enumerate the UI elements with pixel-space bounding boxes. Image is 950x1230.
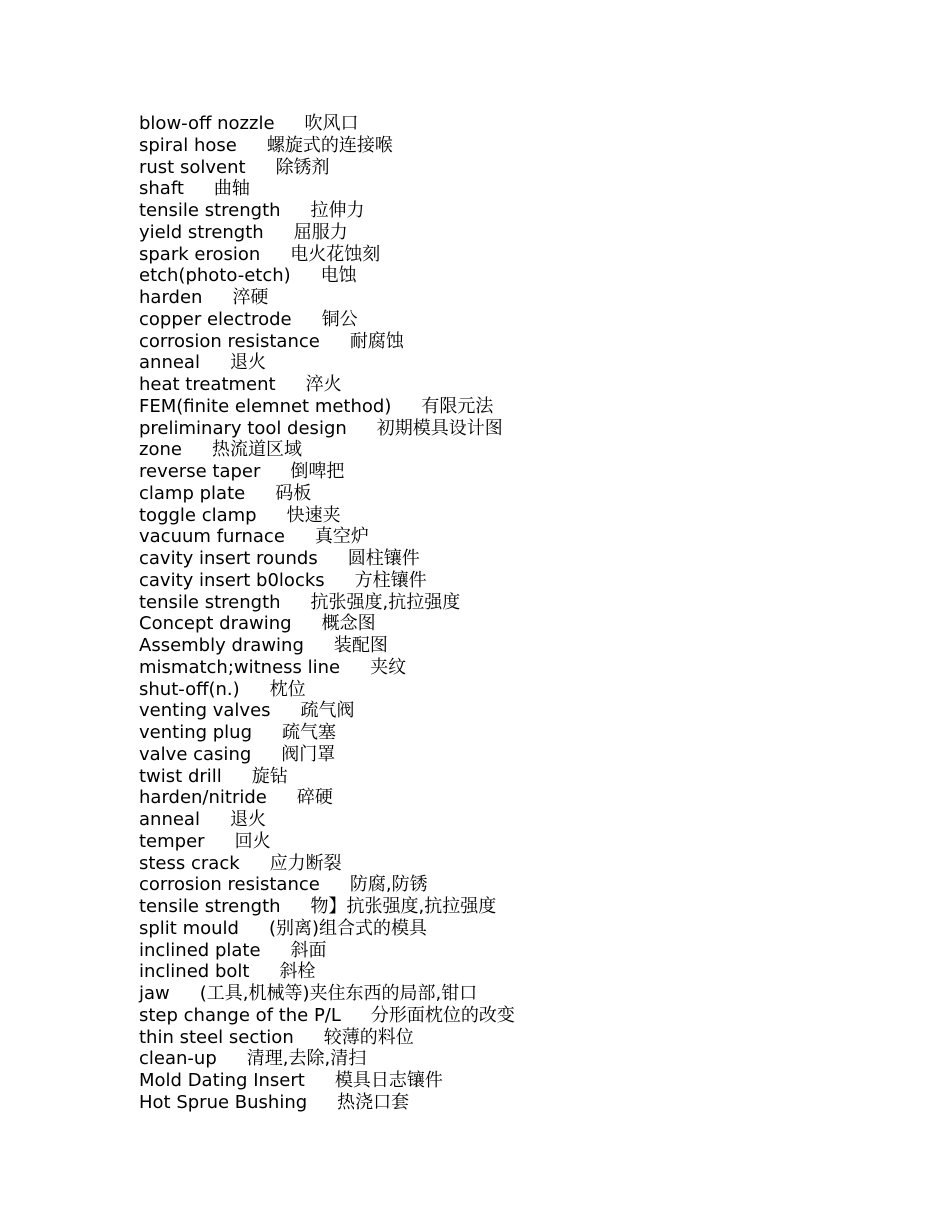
glossary-term: temper bbox=[139, 830, 205, 852]
glossary-translation: 螺旋式的连接喉 bbox=[266, 134, 393, 156]
glossary-term: venting valves bbox=[139, 700, 271, 722]
glossary-term: zone bbox=[139, 439, 182, 461]
glossary-entry bbox=[139, 265, 515, 287]
glossary-term: FEM(finite elemnet method) bbox=[139, 395, 392, 417]
glossary-translation: 抗张强度,抗拉强度 bbox=[310, 591, 461, 613]
glossary-translation: 淬硬 bbox=[232, 287, 269, 308]
glossary-entry bbox=[139, 352, 515, 374]
glossary-term: tensile strength bbox=[139, 200, 281, 221]
glossary-term: shaft bbox=[139, 178, 184, 200]
glossary-term: cavity insert rounds bbox=[139, 548, 318, 569]
glossary-translation: 旋钻 bbox=[251, 765, 288, 787]
glossary-translation: 应力断裂 bbox=[269, 852, 342, 874]
glossary-entry bbox=[139, 983, 515, 1005]
glossary-translation: 屈服力 bbox=[293, 221, 348, 243]
glossary-entry bbox=[139, 874, 515, 896]
glossary-term: split mould bbox=[139, 917, 239, 939]
glossary-entry bbox=[139, 722, 515, 744]
glossary-translation: 分形面枕位的改变 bbox=[370, 1004, 515, 1026]
glossary-entry bbox=[139, 505, 515, 527]
glossary-entry bbox=[139, 896, 515, 918]
glossary-term: preliminary tool design bbox=[139, 417, 347, 439]
glossary-term: cavity insert b0locks bbox=[139, 569, 325, 591]
glossary-entry bbox=[139, 940, 515, 962]
glossary-entry bbox=[139, 287, 515, 309]
glossary-translation: 疏气阀 bbox=[300, 700, 355, 722]
glossary-entry bbox=[139, 766, 515, 788]
glossary-entry bbox=[139, 461, 515, 483]
glossary-entry bbox=[139, 1027, 515, 1049]
glossary-term: rust solvent bbox=[139, 156, 246, 178]
glossary-translation: 概念图 bbox=[321, 613, 376, 635]
glossary-term: corrosion resistance bbox=[139, 330, 320, 352]
glossary-entry bbox=[139, 700, 515, 722]
glossary-term: spiral hose bbox=[139, 134, 237, 156]
glossary-term: clean-up bbox=[139, 1048, 217, 1070]
glossary-entry bbox=[139, 418, 515, 440]
glossary-translation: 快速夹 bbox=[286, 504, 341, 526]
glossary-entry bbox=[139, 613, 515, 635]
glossary-translation: 淬火 bbox=[305, 374, 342, 395]
glossary-term: harden bbox=[139, 287, 203, 308]
glossary-entry bbox=[139, 178, 515, 200]
glossary-term: inclined plate bbox=[139, 939, 261, 961]
glossary-term: twist drill bbox=[139, 765, 222, 787]
glossary-translation: 模具日志镶件 bbox=[334, 1070, 443, 1091]
glossary-translation: 铜公 bbox=[321, 308, 358, 330]
glossary-term: valve casing bbox=[139, 743, 252, 765]
glossary-term: mismatch;witness line bbox=[139, 656, 341, 678]
glossary-term: anneal bbox=[139, 809, 200, 830]
glossary-term: toggle clamp bbox=[139, 504, 257, 526]
glossary-entry bbox=[139, 744, 515, 766]
glossary-term: heat treatment bbox=[139, 374, 276, 395]
glossary-term: venting plug bbox=[139, 722, 253, 743]
glossary-entry bbox=[139, 570, 515, 592]
glossary-translation: 方柱镶件 bbox=[354, 569, 427, 591]
glossary-entry bbox=[139, 222, 515, 244]
glossary-term: step change of the P/L bbox=[139, 1004, 341, 1026]
glossary-term: etch(photo-etch) bbox=[139, 265, 291, 287]
glossary-term: copper electrode bbox=[139, 308, 292, 330]
glossary-entry bbox=[139, 439, 515, 461]
glossary-translation: (别离)组合式的模具 bbox=[268, 917, 428, 939]
glossary-translation: 物】抗张强度,抗拉强度 bbox=[310, 896, 497, 917]
glossary-translation: 较薄的料位 bbox=[323, 1026, 414, 1048]
glossary-entry bbox=[139, 331, 515, 353]
glossary-entry bbox=[139, 157, 515, 179]
glossary-term: Concept drawing bbox=[139, 613, 292, 635]
glossary-translation: 吹风口 bbox=[304, 113, 359, 134]
glossary-translation: 斜面 bbox=[290, 939, 327, 961]
glossary-translation: 退火 bbox=[229, 809, 266, 830]
glossary-term: spark erosion bbox=[139, 243, 261, 265]
glossary-term: harden/nitride bbox=[139, 787, 267, 809]
glossary-entry bbox=[139, 1092, 515, 1114]
glossary-term: blow-off nozzle bbox=[139, 113, 275, 134]
glossary-entry bbox=[139, 526, 515, 548]
glossary-entry bbox=[139, 1070, 515, 1092]
glossary-translation: (工具,机械等)夹住东西的局部,钳口 bbox=[199, 983, 478, 1004]
glossary-term: tensile strength bbox=[139, 591, 281, 613]
glossary-translation: 枕位 bbox=[269, 678, 306, 700]
glossary-entry bbox=[139, 657, 515, 679]
glossary-term: tensile strength bbox=[139, 896, 281, 917]
glossary-term: clamp plate bbox=[139, 482, 246, 504]
glossary-translation: 耐腐蚀 bbox=[349, 330, 404, 352]
glossary-translation: 夹纹 bbox=[370, 656, 407, 678]
glossary-translation: 退火 bbox=[229, 352, 266, 374]
glossary-entry bbox=[139, 200, 515, 222]
glossary-translation: 阀门罩 bbox=[281, 743, 336, 765]
glossary-entry bbox=[139, 809, 515, 831]
glossary-entry bbox=[139, 244, 515, 266]
glossary-translation: 装配图 bbox=[333, 635, 388, 656]
glossary-entry bbox=[139, 1048, 515, 1070]
glossary-translation: 疏气塞 bbox=[282, 722, 337, 743]
glossary-entry bbox=[139, 787, 515, 809]
glossary-term: inclined bolt bbox=[139, 961, 250, 983]
glossary-entry bbox=[139, 548, 515, 570]
glossary-translation: 有限元法 bbox=[421, 395, 494, 417]
glossary-translation: 曲轴 bbox=[213, 178, 250, 200]
glossary-translation: 真空炉 bbox=[314, 526, 369, 548]
glossary-entry bbox=[139, 961, 515, 983]
glossary-translation: 初期模具设计图 bbox=[376, 417, 503, 439]
glossary-translation: 倒啤把 bbox=[290, 461, 345, 482]
glossary-term: reverse taper bbox=[139, 461, 261, 482]
glossary-term: vacuum furnace bbox=[139, 526, 285, 548]
glossary-translation: 斜栓 bbox=[279, 961, 316, 983]
glossary-translation: 圆柱镶件 bbox=[347, 548, 420, 569]
glossary-translation: 清理,去除,清扫 bbox=[246, 1048, 367, 1070]
glossary-entry bbox=[139, 483, 515, 505]
glossary-entry bbox=[139, 918, 515, 940]
glossary-entry bbox=[139, 1005, 515, 1027]
glossary-term: Mold Dating Insert bbox=[139, 1070, 305, 1091]
glossary-translation: 热浇口套 bbox=[337, 1091, 410, 1113]
glossary-translation: 电蚀 bbox=[320, 265, 357, 287]
glossary-entry bbox=[139, 853, 515, 875]
glossary-entry bbox=[139, 679, 515, 701]
glossary-list bbox=[139, 113, 515, 1114]
glossary-entry bbox=[139, 635, 515, 657]
glossary-entry bbox=[139, 592, 515, 614]
glossary-term: shut-off(n.) bbox=[139, 678, 240, 700]
glossary-term: stess crack bbox=[139, 852, 240, 874]
glossary-translation: 码板 bbox=[275, 482, 312, 504]
glossary-term: anneal bbox=[139, 352, 200, 374]
glossary-entry bbox=[139, 396, 515, 418]
glossary-translation: 防腐,防锈 bbox=[349, 874, 428, 896]
glossary-term: corrosion resistance bbox=[139, 874, 320, 896]
glossary-term: jaw bbox=[139, 983, 170, 1004]
glossary-term: Hot Sprue Bushing bbox=[139, 1091, 308, 1113]
glossary-term: thin steel section bbox=[139, 1026, 294, 1048]
glossary-entry bbox=[139, 309, 515, 331]
glossary-translation: 除锈剂 bbox=[275, 156, 330, 178]
glossary-entry bbox=[139, 135, 515, 157]
glossary-term: yield strength bbox=[139, 221, 264, 243]
glossary-translation: 热流道区域 bbox=[211, 439, 302, 461]
glossary-term: Assembly drawing bbox=[139, 635, 304, 656]
glossary-entry bbox=[139, 113, 515, 135]
glossary-entry bbox=[139, 831, 515, 853]
glossary-translation: 电火花蚀刻 bbox=[290, 243, 381, 265]
glossary-entry bbox=[139, 374, 515, 396]
glossary-translation: 碎硬 bbox=[296, 787, 333, 809]
glossary-translation: 拉伸力 bbox=[310, 200, 365, 221]
glossary-translation: 回火 bbox=[234, 830, 271, 852]
